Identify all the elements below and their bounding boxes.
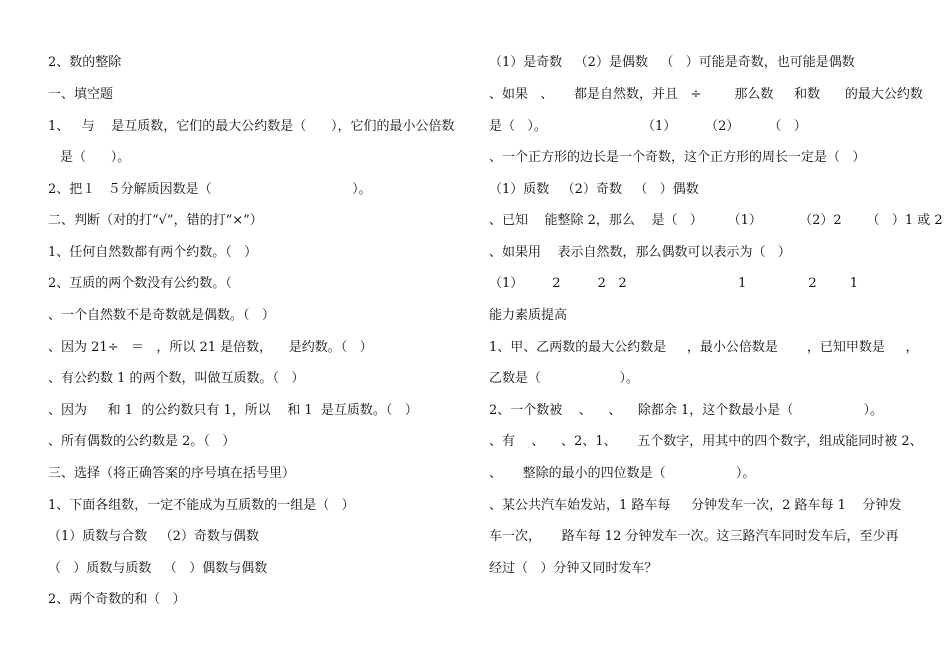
option-line: （ ）质数与质数 （ ）偶数与偶数 xyxy=(48,561,268,576)
question-line: 1、任何自然数都有两个约数。（ ） xyxy=(48,245,258,260)
question-line: 1、 与 是互质数，它们的最大公约数是（ ），它们的最小公倍数 xyxy=(48,119,455,134)
question-line: 、如果 、 都是自然数，并且 ÷ 那么数 和数 的最大公约数 xyxy=(489,87,923,102)
section-title: 2、数的整除 xyxy=(48,55,122,70)
question-line: 、一个正方形的边长是一个奇数，这个正方形的周长一定是（ ） xyxy=(489,150,866,165)
question-line: 是（ ）。 xyxy=(60,150,131,165)
question-line: 、已知 能整除 2，那么 是（ ） （1） （2）2 （ ）1 或 2 xyxy=(489,213,943,228)
option-line: （1）质数与合数 （2）奇数与偶数 xyxy=(48,529,259,544)
part-heading-choice: 三、选择（将正确答案的序号填在括号里） xyxy=(48,466,296,481)
question-line: 经过（ ）分钟又同时发车？ xyxy=(489,561,658,576)
question-line: 1、甲、乙两数的最大公约数是 ，最小公倍数是 ，已知甲数是 ， xyxy=(489,340,919,355)
option-line: （1） 2 2 2 1 2 1 xyxy=(489,276,859,291)
question-line: 2、互质的两个数没有公约数。（ xyxy=(48,276,232,291)
question-line: 、某公共汽车始发站，1 路车每 分钟发车一次，2 路车每 1 分钟发 xyxy=(489,498,902,513)
option-line: （1）是奇数 （2）是偶数 （ ）可能是奇数，也可能是偶数 xyxy=(489,55,855,70)
question-line: 2、两个奇数的和（ ） xyxy=(48,592,186,607)
question-line: 、一个自然数不是奇数就是偶数。（ ） xyxy=(48,308,275,323)
part-heading-judge: 二、判断（对的打“√”，错的打“×”） xyxy=(48,213,263,228)
question-line: 、如果用 表示自然数，那么偶数可以表示为（ ） xyxy=(489,245,791,260)
question-line: 乙数是（ ）。 xyxy=(489,371,640,386)
option-line: （1）质数 （2）奇数 （ ）偶数 xyxy=(489,182,699,197)
question-line: 、因为 21÷ ＝ ，所以 21 是倍数， 是约数。（ ） xyxy=(48,340,373,355)
question-line: 、有公约数 1 的两个数，叫做互质数。（ ） xyxy=(48,371,305,386)
part-heading-ability: 能力素质提高 xyxy=(489,308,568,323)
question-line: 、所有偶数的公约数是 2。（ ） xyxy=(48,434,236,449)
question-line: 、因为 和 1 的公约数只有 1，所以 和 1 是互质数。（ ） xyxy=(48,403,418,418)
question-line: 是（ ）。 （1） （2） （ ） xyxy=(489,119,807,134)
question-line: 、有 、 、2、1、 五个数字，用其中的四个数字，组成能同时被 2、 xyxy=(489,434,923,449)
question-line: 1、下面各组数，一定不能成为互质数的一组是（ ） xyxy=(48,498,355,513)
question-line: 2、一个数被 、 、 除都余 1，这个数最小是（ ）。 xyxy=(489,403,884,418)
question-line: 、 整除的最小的四位数是（ ）。 xyxy=(489,466,756,481)
question-line: 车一次， 路车每 12 分钟发车一次。这三路汽车同时发车后，至少再 xyxy=(489,529,899,544)
question-line: 2、把１ ５分解质因数是（ ）。 xyxy=(48,182,372,197)
part-heading-fill-in: 一、填空题 xyxy=(48,87,114,102)
